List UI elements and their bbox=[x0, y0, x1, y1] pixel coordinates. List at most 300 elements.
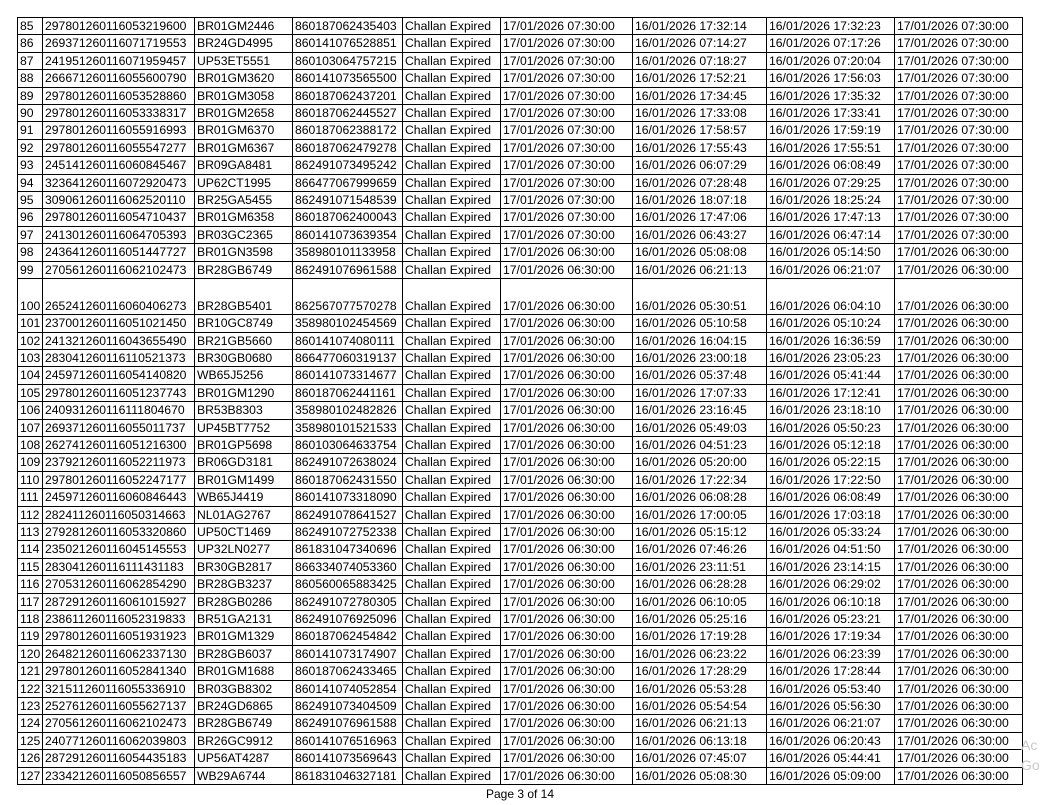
challan-number-cell: 297801260116053338317 bbox=[43, 105, 195, 122]
row-number: 126 bbox=[18, 750, 43, 767]
device-id-cell: 862491073404509 bbox=[293, 698, 403, 715]
device-id-cell: 358980101521533 bbox=[293, 419, 403, 436]
valid-until-cell: 17/01/2026 06:30:00 bbox=[895, 332, 1023, 349]
end-time-cell: 16/01/2026 07:20:04 bbox=[767, 52, 895, 69]
device-id-cell: 358980102454569 bbox=[293, 315, 403, 332]
start-time-cell: 16/01/2026 05:53:28 bbox=[633, 680, 767, 697]
status-cell: Challan Expired bbox=[403, 732, 501, 749]
device-id-cell: 862491078641527 bbox=[293, 506, 403, 523]
end-time-cell: 16/01/2026 06:47:14 bbox=[767, 226, 895, 243]
start-time-cell: 16/01/2026 07:46:26 bbox=[633, 541, 767, 558]
challan-number-cell: 252761260116055627137 bbox=[43, 698, 195, 715]
expiry-time-cell: 17/01/2026 06:30:00 bbox=[501, 402, 633, 419]
vehicle-number-cell: NL01AG2767 bbox=[195, 506, 293, 523]
device-id-cell: 860187062433465 bbox=[293, 663, 403, 680]
status-cell: Challan Expired bbox=[403, 750, 501, 767]
start-time-cell: 16/01/2026 17:33:08 bbox=[633, 105, 767, 122]
table-row bbox=[18, 105, 1023, 122]
device-id-cell: 860141073569643 bbox=[293, 750, 403, 767]
start-time-cell: 16/01/2026 05:08:30 bbox=[633, 767, 767, 784]
challan-number-cell: 297801260116053528860 bbox=[43, 87, 195, 104]
end-time-cell: 16/01/2026 18:25:24 bbox=[767, 192, 895, 209]
table-row bbox=[18, 436, 1023, 453]
expiry-time-cell: 17/01/2026 06:30:00 bbox=[501, 489, 633, 506]
start-time-cell: 16/01/2026 16:04:15 bbox=[633, 332, 767, 349]
status-cell: Challan Expired bbox=[403, 367, 501, 384]
vehicle-number-cell: UP45BT7752 bbox=[195, 419, 293, 436]
expiry-time-cell: 17/01/2026 06:30:00 bbox=[501, 698, 633, 715]
end-time-cell: 16/01/2026 04:51:50 bbox=[767, 541, 895, 558]
end-time-cell: 16/01/2026 17:33:41 bbox=[767, 105, 895, 122]
start-time-cell: 16/01/2026 06:13:18 bbox=[633, 732, 767, 749]
device-id-cell: 860141073639354 bbox=[293, 226, 403, 243]
challan-number-cell: 297801260116053219600 bbox=[43, 18, 195, 35]
valid-until-cell: 17/01/2026 07:30:00 bbox=[895, 122, 1023, 139]
table-row bbox=[18, 419, 1023, 436]
valid-until-cell: 17/01/2026 07:30:00 bbox=[895, 139, 1023, 156]
start-time-cell: 16/01/2026 06:07:29 bbox=[633, 157, 767, 174]
vehicle-number-cell: BR01GM2446 bbox=[195, 18, 293, 35]
table-row bbox=[18, 18, 1023, 35]
end-time-cell: 16/01/2026 05:23:21 bbox=[767, 611, 895, 628]
start-time-cell: 16/01/2026 05:49:03 bbox=[633, 419, 767, 436]
challan-number-cell: 238611260116052319833 bbox=[43, 611, 195, 628]
valid-until-cell: 17/01/2026 06:30:00 bbox=[895, 541, 1023, 558]
expiry-time-cell: 17/01/2026 07:30:00 bbox=[501, 157, 633, 174]
vehicle-number-cell: BR01GM6358 bbox=[195, 209, 293, 226]
start-time-cell: 16/01/2026 07:45:07 bbox=[633, 750, 767, 767]
challan-number-cell: 287291260116054435183 bbox=[43, 750, 195, 767]
table-row bbox=[18, 367, 1023, 384]
end-time-cell: 16/01/2026 06:04:10 bbox=[767, 279, 895, 315]
valid-until-cell: 17/01/2026 07:30:00 bbox=[895, 105, 1023, 122]
start-time-cell: 16/01/2026 07:18:27 bbox=[633, 52, 767, 69]
end-time-cell: 16/01/2026 07:29:25 bbox=[767, 174, 895, 191]
start-time-cell: 16/01/2026 23:11:51 bbox=[633, 558, 767, 575]
device-id-cell: 862491076925096 bbox=[293, 611, 403, 628]
expiry-time-cell: 17/01/2026 06:30:00 bbox=[501, 471, 633, 488]
device-id-cell: 866334074053360 bbox=[293, 558, 403, 575]
start-time-cell: 16/01/2026 17:32:14 bbox=[633, 18, 767, 35]
challan-number-cell: 245971260116060846443 bbox=[43, 489, 195, 506]
valid-until-cell: 17/01/2026 06:30:00 bbox=[895, 402, 1023, 419]
start-time-cell: 16/01/2026 17:47:06 bbox=[633, 209, 767, 226]
row-number: 114 bbox=[18, 541, 43, 558]
status-cell: Challan Expired bbox=[403, 139, 501, 156]
expiry-time-cell: 17/01/2026 06:30:00 bbox=[501, 611, 633, 628]
table-row bbox=[18, 209, 1023, 226]
row-number: 104 bbox=[18, 367, 43, 384]
end-time-cell: 16/01/2026 05:53:40 bbox=[767, 680, 895, 697]
device-id-cell: 866477060319137 bbox=[293, 349, 403, 366]
row-number: 97 bbox=[18, 226, 43, 243]
challan-number-cell: 283041260116110521373 bbox=[43, 349, 195, 366]
status-cell: Challan Expired bbox=[403, 52, 501, 69]
end-time-cell: 16/01/2026 06:20:43 bbox=[767, 732, 895, 749]
expiry-time-cell: 17/01/2026 06:30:00 bbox=[501, 541, 633, 558]
challan-number-cell: 235021260116045145553 bbox=[43, 541, 195, 558]
valid-until-cell: 17/01/2026 06:30:00 bbox=[895, 419, 1023, 436]
status-cell: Challan Expired bbox=[403, 70, 501, 87]
row-number: 112 bbox=[18, 506, 43, 523]
expiry-time-cell: 17/01/2026 06:30:00 bbox=[501, 384, 633, 401]
end-time-cell: 16/01/2026 17:28:44 bbox=[767, 663, 895, 680]
status-cell: Challan Expired bbox=[403, 715, 501, 732]
table-row bbox=[18, 680, 1023, 697]
row-number: 89 bbox=[18, 87, 43, 104]
vehicle-number-cell: BR30GB0680 bbox=[195, 349, 293, 366]
start-time-cell: 16/01/2026 17:22:34 bbox=[633, 471, 767, 488]
end-time-cell: 16/01/2026 17:22:50 bbox=[767, 471, 895, 488]
expiry-time-cell: 17/01/2026 06:30:00 bbox=[501, 558, 633, 575]
end-time-cell: 16/01/2026 23:05:23 bbox=[767, 349, 895, 366]
row-number: 88 bbox=[18, 70, 43, 87]
valid-until-cell: 17/01/2026 06:30:00 bbox=[895, 349, 1023, 366]
end-time-cell: 16/01/2026 07:17:26 bbox=[767, 35, 895, 52]
challan-number-cell: 297801260116051931923 bbox=[43, 628, 195, 645]
start-time-cell: 16/01/2026 17:34:45 bbox=[633, 87, 767, 104]
device-id-cell: 860141073174907 bbox=[293, 645, 403, 662]
start-time-cell: 16/01/2026 04:51:23 bbox=[633, 436, 767, 453]
valid-until-cell: 17/01/2026 06:30:00 bbox=[895, 523, 1023, 540]
device-id-cell: 862491072780305 bbox=[293, 593, 403, 610]
device-id-cell: 358980102482826 bbox=[293, 402, 403, 419]
row-number: 107 bbox=[18, 419, 43, 436]
vehicle-number-cell: BR01GM3058 bbox=[195, 87, 293, 104]
end-time-cell: 16/01/2026 17:55:51 bbox=[767, 139, 895, 156]
end-time-cell: 16/01/2026 06:10:18 bbox=[767, 593, 895, 610]
row-number: 110 bbox=[18, 471, 43, 488]
vehicle-number-cell: BR10GC8749 bbox=[195, 315, 293, 332]
challan-number-cell: 264821260116062337130 bbox=[43, 645, 195, 662]
table-row bbox=[18, 471, 1023, 488]
table-row bbox=[18, 349, 1023, 366]
device-id-cell: 862491071548539 bbox=[293, 192, 403, 209]
end-time-cell: 16/01/2026 05:33:24 bbox=[767, 523, 895, 540]
status-cell: Challan Expired bbox=[403, 279, 501, 315]
start-time-cell: 16/01/2026 05:25:16 bbox=[633, 611, 767, 628]
status-cell: Challan Expired bbox=[403, 628, 501, 645]
expiry-time-cell: 17/01/2026 06:30:00 bbox=[501, 645, 633, 662]
valid-until-cell: 17/01/2026 06:30:00 bbox=[895, 367, 1023, 384]
valid-until-cell: 17/01/2026 06:30:00 bbox=[895, 261, 1023, 278]
expiry-time-cell: 17/01/2026 07:30:00 bbox=[501, 35, 633, 52]
expiry-time-cell: 17/01/2026 06:30:00 bbox=[501, 367, 633, 384]
valid-until-cell: 17/01/2026 06:30:00 bbox=[895, 698, 1023, 715]
device-id-cell: 861831046327181 bbox=[293, 767, 403, 784]
status-cell: Challan Expired bbox=[403, 157, 501, 174]
start-time-cell: 16/01/2026 17:52:21 bbox=[633, 70, 767, 87]
valid-until-cell: 17/01/2026 07:30:00 bbox=[895, 226, 1023, 243]
challan-number-cell: 321511260116055336910 bbox=[43, 680, 195, 697]
end-time-cell: 16/01/2026 06:29:02 bbox=[767, 576, 895, 593]
valid-until-cell: 17/01/2026 07:30:00 bbox=[895, 87, 1023, 104]
table-row bbox=[18, 226, 1023, 243]
vehicle-number-cell: BR53B8303 bbox=[195, 402, 293, 419]
device-id-cell: 862491076961588 bbox=[293, 261, 403, 278]
vehicle-number-cell: BR26GC9912 bbox=[195, 732, 293, 749]
device-id-cell: 358980101133958 bbox=[293, 244, 403, 261]
vehicle-number-cell: BR28GB6037 bbox=[195, 645, 293, 662]
challan-number-cell: 279281260116053320860 bbox=[43, 523, 195, 540]
end-time-cell: 16/01/2026 06:23:39 bbox=[767, 645, 895, 662]
challan-number-cell: 237921260116052211973 bbox=[43, 454, 195, 471]
vehicle-number-cell: BR21GB5660 bbox=[195, 332, 293, 349]
expiry-time-cell: 17/01/2026 07:30:00 bbox=[501, 226, 633, 243]
valid-until-cell: 17/01/2026 06:30:00 bbox=[895, 315, 1023, 332]
start-time-cell: 16/01/2026 17:00:05 bbox=[633, 506, 767, 523]
expiry-time-cell: 17/01/2026 06:30:00 bbox=[501, 663, 633, 680]
table-row bbox=[18, 315, 1023, 332]
start-time-cell: 16/01/2026 05:08:08 bbox=[633, 244, 767, 261]
expiry-time-cell: 17/01/2026 06:30:00 bbox=[501, 279, 633, 315]
status-cell: Challan Expired bbox=[403, 523, 501, 540]
row-number: 121 bbox=[18, 663, 43, 680]
start-time-cell: 16/01/2026 17:28:29 bbox=[633, 663, 767, 680]
expiry-time-cell: 17/01/2026 07:30:00 bbox=[501, 105, 633, 122]
row-number: 87 bbox=[18, 52, 43, 69]
vehicle-number-cell: UP62CT1995 bbox=[195, 174, 293, 191]
status-cell: Challan Expired bbox=[403, 35, 501, 52]
table-row bbox=[18, 70, 1023, 87]
valid-until-cell: 17/01/2026 07:30:00 bbox=[895, 157, 1023, 174]
valid-until-cell: 17/01/2026 06:30:00 bbox=[895, 732, 1023, 749]
start-time-cell: 16/01/2026 23:16:45 bbox=[633, 402, 767, 419]
table-row bbox=[18, 139, 1023, 156]
status-cell: Challan Expired bbox=[403, 767, 501, 784]
vehicle-number-cell: BR03GB8302 bbox=[195, 680, 293, 697]
row-number: 106 bbox=[18, 402, 43, 419]
end-time-cell: 16/01/2026 06:08:49 bbox=[767, 489, 895, 506]
challan-number-cell: 266671260116055600790 bbox=[43, 70, 195, 87]
vehicle-number-cell: WB65J5256 bbox=[195, 367, 293, 384]
status-cell: Challan Expired bbox=[403, 489, 501, 506]
expiry-time-cell: 17/01/2026 06:30:00 bbox=[501, 523, 633, 540]
expiry-time-cell: 17/01/2026 07:30:00 bbox=[501, 209, 633, 226]
expiry-time-cell: 17/01/2026 07:30:00 bbox=[501, 122, 633, 139]
row-number: 98 bbox=[18, 244, 43, 261]
table-row bbox=[18, 715, 1023, 732]
vehicle-number-cell: UP56AT4287 bbox=[195, 750, 293, 767]
end-time-cell: 16/01/2026 16:36:59 bbox=[767, 332, 895, 349]
start-time-cell: 16/01/2026 18:07:18 bbox=[633, 192, 767, 209]
row-number: 123 bbox=[18, 698, 43, 715]
end-time-cell: 16/01/2026 17:03:18 bbox=[767, 506, 895, 523]
row-number: 111 bbox=[18, 489, 43, 506]
device-id-cell: 860103064757215 bbox=[293, 52, 403, 69]
device-id-cell: 860141073565500 bbox=[293, 70, 403, 87]
end-time-cell: 16/01/2026 05:09:00 bbox=[767, 767, 895, 784]
vehicle-number-cell: BR01GM6370 bbox=[195, 122, 293, 139]
start-time-cell: 16/01/2026 05:20:00 bbox=[633, 454, 767, 471]
start-time-cell: 16/01/2026 05:30:51 bbox=[633, 279, 767, 315]
expiry-time-cell: 17/01/2026 07:30:00 bbox=[501, 192, 633, 209]
device-id-cell: 860141076516963 bbox=[293, 732, 403, 749]
start-time-cell: 16/01/2026 05:15:12 bbox=[633, 523, 767, 540]
valid-until-cell: 17/01/2026 06:30:00 bbox=[895, 663, 1023, 680]
start-time-cell: 16/01/2026 07:28:48 bbox=[633, 174, 767, 191]
challan-number-cell: 297801260116052247177 bbox=[43, 471, 195, 488]
end-time-cell: 16/01/2026 05:14:50 bbox=[767, 244, 895, 261]
expiry-time-cell: 17/01/2026 06:30:00 bbox=[501, 349, 633, 366]
valid-until-cell: 17/01/2026 07:30:00 bbox=[895, 35, 1023, 52]
vehicle-number-cell: BR01GM2658 bbox=[195, 105, 293, 122]
expiry-time-cell: 17/01/2026 06:30:00 bbox=[501, 506, 633, 523]
table-row bbox=[18, 645, 1023, 662]
vehicle-number-cell: WB29A6744 bbox=[195, 767, 293, 784]
start-time-cell: 16/01/2026 06:21:13 bbox=[633, 261, 767, 278]
device-id-cell: 860187062445527 bbox=[293, 105, 403, 122]
table-row bbox=[18, 663, 1023, 680]
table-row bbox=[18, 35, 1023, 52]
device-id-cell: 860187062454842 bbox=[293, 628, 403, 645]
table-row bbox=[18, 332, 1023, 349]
valid-until-cell: 17/01/2026 07:30:00 bbox=[895, 192, 1023, 209]
row-number: 105 bbox=[18, 384, 43, 401]
table-row bbox=[18, 523, 1023, 540]
challan-number-cell: 297801260116051237743 bbox=[43, 384, 195, 401]
valid-until-cell: 17/01/2026 07:30:00 bbox=[895, 18, 1023, 35]
expiry-time-cell: 17/01/2026 06:30:00 bbox=[501, 332, 633, 349]
table-row bbox=[18, 558, 1023, 575]
status-cell: Challan Expired bbox=[403, 436, 501, 453]
end-time-cell: 16/01/2026 17:32:23 bbox=[767, 18, 895, 35]
expiry-time-cell: 17/01/2026 06:30:00 bbox=[501, 454, 633, 471]
row-number: 108 bbox=[18, 436, 43, 453]
row-number: 118 bbox=[18, 611, 43, 628]
row-number: 127 bbox=[18, 767, 43, 784]
row-number: 85 bbox=[18, 18, 43, 35]
vehicle-number-cell: BR28GB3237 bbox=[195, 576, 293, 593]
vehicle-number-cell: BR06GD3181 bbox=[195, 454, 293, 471]
device-id-cell: 860187062441161 bbox=[293, 384, 403, 401]
table-row bbox=[18, 122, 1023, 139]
vehicle-number-cell: BR28GB5401 bbox=[195, 279, 293, 315]
row-number: 124 bbox=[18, 715, 43, 732]
end-time-cell: 16/01/2026 17:35:32 bbox=[767, 87, 895, 104]
status-cell: Challan Expired bbox=[403, 18, 501, 35]
expiry-time-cell: 17/01/2026 06:30:00 bbox=[501, 680, 633, 697]
start-time-cell: 16/01/2026 17:58:57 bbox=[633, 122, 767, 139]
table-row bbox=[18, 767, 1023, 784]
start-time-cell: 16/01/2026 23:00:18 bbox=[633, 349, 767, 366]
vehicle-number-cell: UP32LN0277 bbox=[195, 541, 293, 558]
vehicle-number-cell: WB65J4419 bbox=[195, 489, 293, 506]
end-time-cell: 16/01/2026 06:21:07 bbox=[767, 261, 895, 278]
vehicle-number-cell: BR01GM6367 bbox=[195, 139, 293, 156]
expiry-time-cell: 17/01/2026 06:30:00 bbox=[501, 750, 633, 767]
vehicle-number-cell: BR28GB6749 bbox=[195, 715, 293, 732]
challan-number-cell: 297801260116055916993 bbox=[43, 122, 195, 139]
challan-number-cell: 323641260116072920473 bbox=[43, 174, 195, 191]
device-id-cell: 862567077570278 bbox=[293, 279, 403, 315]
table-row bbox=[18, 279, 1023, 315]
vehicle-number-cell: BR30GB2817 bbox=[195, 558, 293, 575]
row-number: 101 bbox=[18, 315, 43, 332]
expiry-time-cell: 17/01/2026 07:30:00 bbox=[501, 18, 633, 35]
challan-number-cell: 262741260116051216300 bbox=[43, 436, 195, 453]
challan-number-cell: 309061260116062520110 bbox=[43, 192, 195, 209]
start-time-cell: 16/01/2026 17:19:28 bbox=[633, 628, 767, 645]
table-row bbox=[18, 454, 1023, 471]
device-id-cell: 860187062388172 bbox=[293, 122, 403, 139]
valid-until-cell: 17/01/2026 06:30:00 bbox=[895, 454, 1023, 471]
valid-until-cell: 17/01/2026 06:30:00 bbox=[895, 680, 1023, 697]
valid-until-cell: 17/01/2026 07:30:00 bbox=[895, 174, 1023, 191]
end-time-cell: 16/01/2026 05:10:24 bbox=[767, 315, 895, 332]
device-id-cell: 860187062437201 bbox=[293, 87, 403, 104]
watermark-line-1: Ac bbox=[1021, 737, 1038, 753]
vehicle-number-cell: BR01GN3598 bbox=[195, 244, 293, 261]
challan-number-cell: 243641260116051447727 bbox=[43, 244, 195, 261]
start-time-cell: 16/01/2026 17:07:33 bbox=[633, 384, 767, 401]
expiry-time-cell: 17/01/2026 06:30:00 bbox=[501, 315, 633, 332]
row-number: 120 bbox=[18, 645, 43, 662]
activation-watermark bbox=[1021, 735, 1040, 775]
vehicle-number-cell: BR09GA8481 bbox=[195, 157, 293, 174]
status-cell: Challan Expired bbox=[403, 454, 501, 471]
expiry-time-cell: 17/01/2026 07:30:00 bbox=[501, 87, 633, 104]
device-id-cell: 860103064633754 bbox=[293, 436, 403, 453]
row-number: 125 bbox=[18, 732, 43, 749]
row-number: 99 bbox=[18, 261, 43, 278]
device-id-cell: 860187062431550 bbox=[293, 471, 403, 488]
end-time-cell: 16/01/2026 05:12:18 bbox=[767, 436, 895, 453]
device-id-cell: 860141074052854 bbox=[293, 680, 403, 697]
row-number: 91 bbox=[18, 122, 43, 139]
status-cell: Challan Expired bbox=[403, 471, 501, 488]
row-number: 119 bbox=[18, 628, 43, 645]
end-time-cell: 16/01/2026 17:47:13 bbox=[767, 209, 895, 226]
status-cell: Challan Expired bbox=[403, 332, 501, 349]
expiry-time-cell: 17/01/2026 06:30:00 bbox=[501, 715, 633, 732]
status-cell: Challan Expired bbox=[403, 174, 501, 191]
challan-number-cell: 283041260116111431183 bbox=[43, 558, 195, 575]
valid-until-cell: 17/01/2026 06:30:00 bbox=[895, 611, 1023, 628]
end-time-cell: 16/01/2026 06:21:07 bbox=[767, 715, 895, 732]
table-body bbox=[18, 18, 1023, 785]
vehicle-number-cell: BR24GD6865 bbox=[195, 698, 293, 715]
challan-number-cell: 287291260116061015927 bbox=[43, 593, 195, 610]
challan-number-cell: 241301260116064705393 bbox=[43, 226, 195, 243]
table-row bbox=[18, 698, 1023, 715]
expiry-time-cell: 17/01/2026 07:30:00 bbox=[501, 139, 633, 156]
vehicle-number-cell: BR28GB0286 bbox=[195, 593, 293, 610]
expiry-time-cell: 17/01/2026 06:30:00 bbox=[501, 732, 633, 749]
status-cell: Challan Expired bbox=[403, 261, 501, 278]
table-row bbox=[18, 732, 1023, 749]
start-time-cell: 16/01/2026 06:28:28 bbox=[633, 576, 767, 593]
device-id-cell: 860187062479278 bbox=[293, 139, 403, 156]
status-cell: Challan Expired bbox=[403, 192, 501, 209]
row-number: 90 bbox=[18, 105, 43, 122]
valid-until-cell: 17/01/2026 06:30:00 bbox=[895, 576, 1023, 593]
end-time-cell: 16/01/2026 17:59:19 bbox=[767, 122, 895, 139]
challan-number-cell: 297801260116052841340 bbox=[43, 663, 195, 680]
end-time-cell: 16/01/2026 05:56:30 bbox=[767, 698, 895, 715]
challan-number-cell: 240771260116062039803 bbox=[43, 732, 195, 749]
status-cell: Challan Expired bbox=[403, 593, 501, 610]
status-cell: Challan Expired bbox=[403, 226, 501, 243]
vehicle-number-cell: BR28GB6749 bbox=[195, 261, 293, 278]
challan-number-cell: 269371260116071719553 bbox=[43, 35, 195, 52]
device-id-cell: 860187062435403 bbox=[293, 18, 403, 35]
status-cell: Challan Expired bbox=[403, 645, 501, 662]
device-id-cell: 860141073314677 bbox=[293, 367, 403, 384]
table-row bbox=[18, 541, 1023, 558]
expiry-time-cell: 17/01/2026 06:30:00 bbox=[501, 593, 633, 610]
valid-until-cell: 17/01/2026 06:30:00 bbox=[895, 244, 1023, 261]
